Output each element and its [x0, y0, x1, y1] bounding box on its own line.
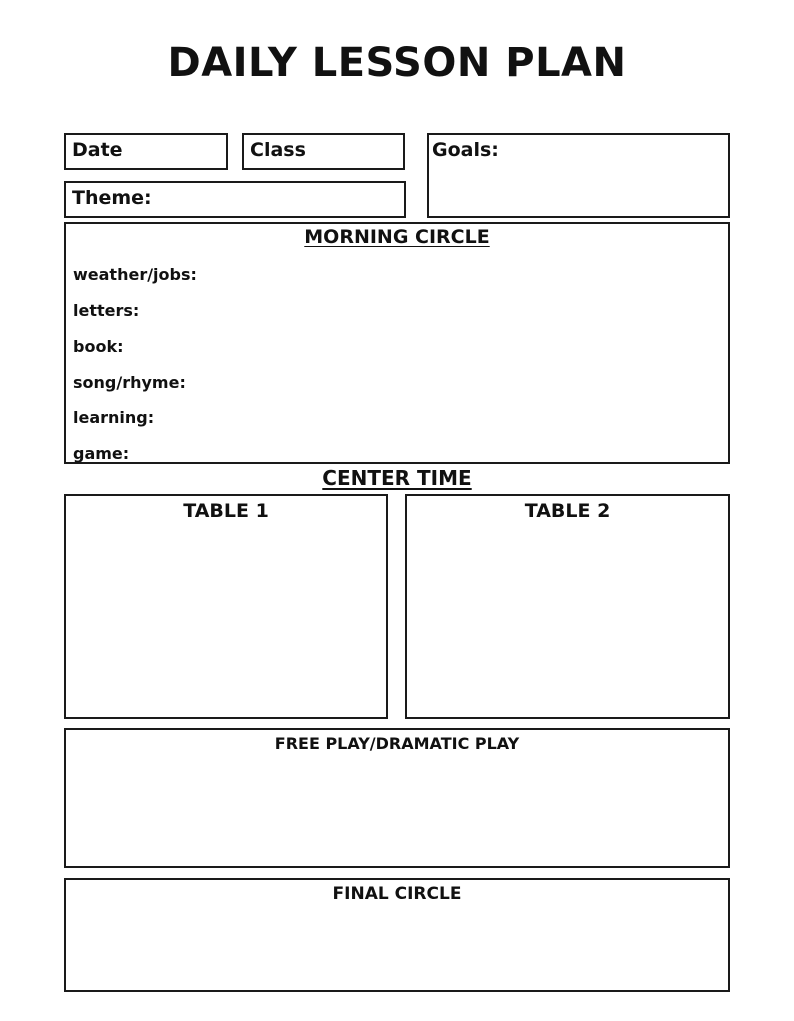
date-label: Date [72, 139, 123, 161]
table-1-heading: TABLE 1 [183, 500, 269, 522]
final-circle-box[interactable] [64, 878, 730, 992]
weather-jobs-label: weather/jobs: [73, 265, 197, 284]
class-field[interactable] [242, 133, 405, 170]
table-2-heading: TABLE 2 [524, 500, 611, 522]
goals-field[interactable] [427, 133, 730, 218]
free-play-box[interactable] [64, 728, 730, 868]
theme-field[interactable] [64, 181, 406, 218]
table-2-box[interactable] [405, 494, 730, 719]
goals-label: Goals: [432, 139, 499, 161]
learning-label: learning: [73, 408, 155, 427]
morning-circle-heading: MORNING CIRCLE [304, 226, 490, 248]
date-field[interactable] [64, 133, 228, 170]
song-rhyme-label: song/rhyme: [73, 373, 186, 392]
letters-label: letters: [73, 301, 140, 320]
book-label: book: [73, 337, 124, 356]
morning-circle-box[interactable] [64, 222, 730, 464]
center-time-heading: CENTER TIME [322, 466, 472, 490]
table-1-box[interactable] [64, 494, 388, 719]
page-title: DAILY LESSON PLAN [167, 40, 627, 86]
free-play-heading: FREE PLAY/DRAMATIC PLAY [274, 734, 520, 753]
theme-label: Theme: [72, 187, 152, 209]
class-label: Class [250, 139, 306, 161]
game-label: game: [73, 444, 130, 463]
final-circle-heading: FINAL CIRCLE [332, 884, 462, 904]
